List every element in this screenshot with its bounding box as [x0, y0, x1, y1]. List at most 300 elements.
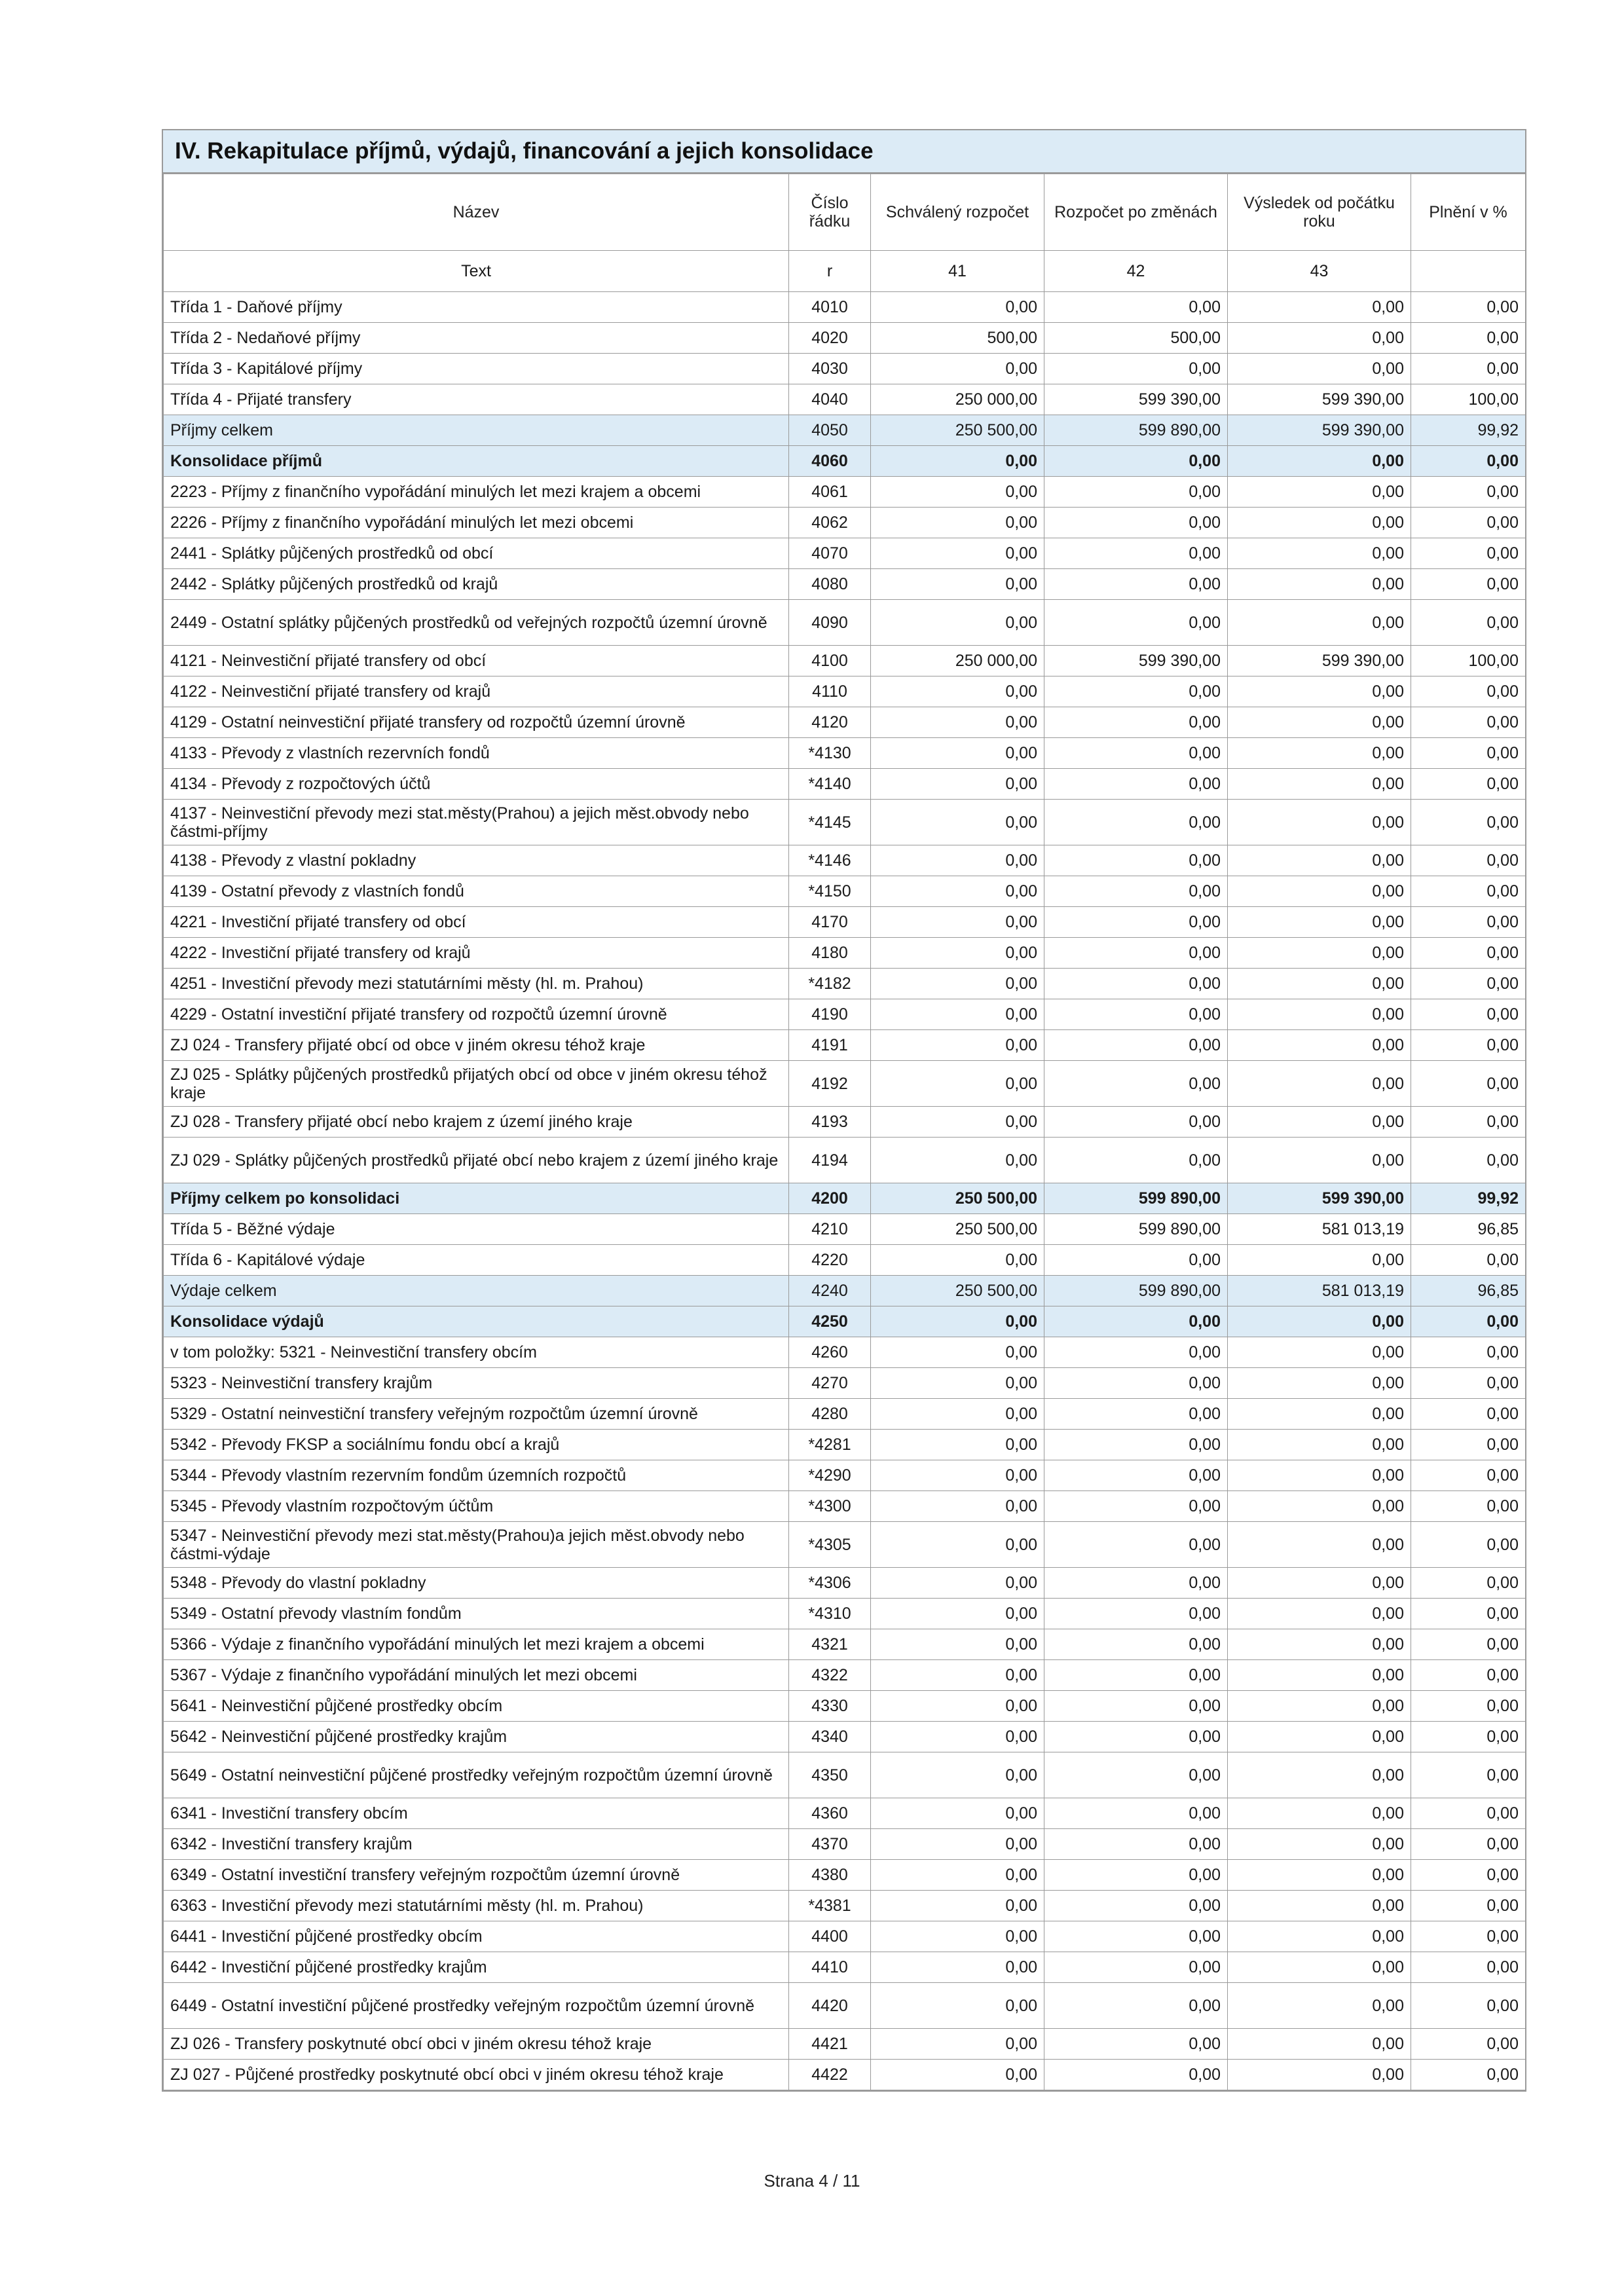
- row-po-zmenach: 599 390,00: [1044, 384, 1228, 415]
- row-plneni: 0,00: [1411, 1337, 1526, 1368]
- row-code: *4290: [789, 1460, 871, 1491]
- row-schvaleny: 0,00: [871, 600, 1044, 646]
- row-po-zmenach: 0,00: [1044, 876, 1228, 907]
- table-row: [164, 323, 1526, 354]
- header-rozpocet-po-zmenach: Rozpočet po změnách: [1044, 174, 1228, 251]
- row-vysledek: 0,00: [1228, 1952, 1411, 1983]
- row-po-zmenach: 0,00: [1044, 2029, 1228, 2060]
- index-plneni: [1411, 251, 1526, 292]
- row-vysledek: 0,00: [1228, 1798, 1411, 1829]
- row-po-zmenach: 599 890,00: [1044, 1183, 1228, 1214]
- row-code: 4220: [789, 1245, 871, 1276]
- row-po-zmenach: 0,00: [1044, 707, 1228, 738]
- table-row: [164, 769, 1526, 800]
- row-vysledek: 0,00: [1228, 1660, 1411, 1691]
- row-code: *4381: [789, 1891, 871, 1921]
- row-vysledek: 599 390,00: [1228, 1183, 1411, 1214]
- row-vysledek: 0,00: [1228, 1306, 1411, 1337]
- row-name: Příjmy celkem po konsolidaci: [164, 1183, 789, 1214]
- row-schvaleny: 0,00: [871, 1660, 1044, 1691]
- row-code: 4410: [789, 1952, 871, 1983]
- table-row: [164, 876, 1526, 907]
- row-schvaleny: 0,00: [871, 292, 1044, 323]
- row-plneni: 0,00: [1411, 508, 1526, 538]
- row-plneni: 0,00: [1411, 1522, 1526, 1568]
- row-name: 4129 - Ostatní neinvestiční přijaté transfery od rozpočtů územní úrovně: [164, 707, 789, 738]
- row-name: Třída 6 - Kapitálové výdaje: [164, 1245, 789, 1276]
- table-row: [164, 646, 1526, 676]
- row-schvaleny: 0,00: [871, 1568, 1044, 1599]
- row-name: 5366 - Výdaje z finančního vypořádání minulých let mezi krajem a obcemi: [164, 1629, 789, 1660]
- row-vysledek: 0,00: [1228, 1568, 1411, 1599]
- row-plneni: 0,00: [1411, 354, 1526, 384]
- row-schvaleny: 0,00: [871, 876, 1044, 907]
- row-po-zmenach: 0,00: [1044, 1399, 1228, 1430]
- row-vysledek: 0,00: [1228, 1061, 1411, 1107]
- row-plneni: 0,00: [1411, 600, 1526, 646]
- row-po-zmenach: 0,00: [1044, 1337, 1228, 1368]
- table-row: [164, 600, 1526, 646]
- row-po-zmenach: 0,00: [1044, 1891, 1228, 1921]
- row-schvaleny: 0,00: [871, 1891, 1044, 1921]
- row-schvaleny: 0,00: [871, 1952, 1044, 1983]
- row-code: 4322: [789, 1660, 871, 1691]
- recapitulation-sheet: [162, 129, 1526, 2092]
- row-schvaleny: 0,00: [871, 1798, 1044, 1829]
- row-plneni: 0,00: [1411, 1399, 1526, 1430]
- index-po-zmenach: 42: [1044, 251, 1228, 292]
- row-vysledek: 0,00: [1228, 1138, 1411, 1183]
- row-name: 4137 - Neinvestiční převody mezi stat.městy(Prahou) a jejich měst.obvody nebo částmi-příjmy: [164, 800, 789, 845]
- table-row: [164, 1952, 1526, 1983]
- table-row: [164, 2060, 1526, 2090]
- row-name: Výdaje celkem: [164, 1276, 789, 1306]
- row-name: 6342 - Investiční transfery krajům: [164, 1829, 789, 1860]
- row-vysledek: 0,00: [1228, 354, 1411, 384]
- row-po-zmenach: 0,00: [1044, 999, 1228, 1030]
- row-name: ZJ 026 - Transfery poskytnuté obcí obci v jiném okresu téhož kraje: [164, 2029, 789, 2060]
- row-vysledek: 0,00: [1228, 707, 1411, 738]
- table-row: [164, 1921, 1526, 1952]
- row-po-zmenach: 0,00: [1044, 1460, 1228, 1491]
- row-schvaleny: 0,00: [871, 1138, 1044, 1183]
- row-plneni: 0,00: [1411, 1752, 1526, 1798]
- row-po-zmenach: 0,00: [1044, 1061, 1228, 1107]
- row-code: *4130: [789, 738, 871, 769]
- row-code: 4030: [789, 354, 871, 384]
- row-name: Třída 2 - Nedaňové příjmy: [164, 323, 789, 354]
- row-plneni: 0,00: [1411, 876, 1526, 907]
- row-schvaleny: 0,00: [871, 1460, 1044, 1491]
- row-po-zmenach: 599 890,00: [1044, 1214, 1228, 1245]
- row-name: 4139 - Ostatní převody z vlastních fondů: [164, 876, 789, 907]
- table-row: [164, 1798, 1526, 1829]
- row-vysledek: 599 390,00: [1228, 646, 1411, 676]
- table-body: [164, 292, 1526, 2090]
- row-code: *4150: [789, 876, 871, 907]
- row-plneni: 0,00: [1411, 707, 1526, 738]
- row-plneni: 0,00: [1411, 1629, 1526, 1660]
- row-name: ZJ 024 - Transfery přijaté obcí od obce v jiném okresu téhož kraje: [164, 1030, 789, 1061]
- row-plneni: 0,00: [1411, 1722, 1526, 1752]
- row-vysledek: 0,00: [1228, 907, 1411, 938]
- table-row: [164, 969, 1526, 999]
- row-name: 4251 - Investiční převody mezi statutárními městy (hl. m. Prahou): [164, 969, 789, 999]
- row-code: 4010: [789, 292, 871, 323]
- row-po-zmenach: 0,00: [1044, 1752, 1228, 1798]
- row-vysledek: 0,00: [1228, 1829, 1411, 1860]
- row-po-zmenach: 0,00: [1044, 845, 1228, 876]
- row-vysledek: 0,00: [1228, 1399, 1411, 1430]
- section-title: IV. Rekapitulace příjmů, výdajů, financování a jejich konsolidace: [163, 130, 1525, 174]
- row-vysledek: 0,00: [1228, 876, 1411, 907]
- row-code: *4310: [789, 1599, 871, 1629]
- index-schvaleny: 41: [871, 251, 1044, 292]
- row-vysledek: 0,00: [1228, 1752, 1411, 1798]
- row-plneni: 0,00: [1411, 1138, 1526, 1183]
- row-po-zmenach: 0,00: [1044, 1599, 1228, 1629]
- table-row: [164, 845, 1526, 876]
- row-plneni: 0,00: [1411, 1691, 1526, 1722]
- row-code: *4140: [789, 769, 871, 800]
- row-plneni: 0,00: [1411, 1061, 1526, 1107]
- row-schvaleny: 0,00: [871, 1337, 1044, 1368]
- row-schvaleny: 0,00: [871, 446, 1044, 477]
- row-vysledek: 599 390,00: [1228, 415, 1411, 446]
- row-schvaleny: 0,00: [871, 738, 1044, 769]
- table-row: [164, 1460, 1526, 1491]
- table-row: [164, 415, 1526, 446]
- row-name: 5367 - Výdaje z finančního vypořádání minulých let mezi obcemi: [164, 1660, 789, 1691]
- row-vysledek: 0,00: [1228, 938, 1411, 969]
- table-row: [164, 1430, 1526, 1460]
- row-vysledek: 0,00: [1228, 1599, 1411, 1629]
- row-code: 4250: [789, 1306, 871, 1337]
- row-name: 4134 - Převody z rozpočtových účtů: [164, 769, 789, 800]
- index-nazev: Text: [164, 251, 789, 292]
- row-po-zmenach: 0,00: [1044, 1983, 1228, 2029]
- row-code: 4422: [789, 2060, 871, 2090]
- row-po-zmenach: 0,00: [1044, 1629, 1228, 1660]
- row-code: 4194: [789, 1138, 871, 1183]
- row-name: 4222 - Investiční přijaté transfery od krajů: [164, 938, 789, 969]
- row-code: 4421: [789, 2029, 871, 2060]
- row-code: 4062: [789, 508, 871, 538]
- row-vysledek: 581 013,19: [1228, 1276, 1411, 1306]
- row-schvaleny: 0,00: [871, 769, 1044, 800]
- row-po-zmenach: 0,00: [1044, 477, 1228, 508]
- row-code: 4321: [789, 1629, 871, 1660]
- row-schvaleny: 0,00: [871, 2029, 1044, 2060]
- table-row: [164, 1691, 1526, 1722]
- row-vysledek: 0,00: [1228, 538, 1411, 569]
- row-code: *4281: [789, 1430, 871, 1460]
- row-po-zmenach: 0,00: [1044, 907, 1228, 938]
- row-vysledek: 0,00: [1228, 1107, 1411, 1138]
- row-plneni: 0,00: [1411, 907, 1526, 938]
- row-name: 5642 - Neinvestiční půjčené prostředky krajům: [164, 1722, 789, 1752]
- row-plneni: 96,85: [1411, 1214, 1526, 1245]
- row-po-zmenach: 500,00: [1044, 323, 1228, 354]
- header-cislo-radku: Číslo řádku: [789, 174, 871, 251]
- table-row: [164, 1568, 1526, 1599]
- row-code: 4240: [789, 1276, 871, 1306]
- row-vysledek: 0,00: [1228, 676, 1411, 707]
- row-name: 6363 - Investiční převody mezi statutárními městy (hl. m. Prahou): [164, 1891, 789, 1921]
- row-schvaleny: 0,00: [871, 1061, 1044, 1107]
- row-vysledek: 0,00: [1228, 800, 1411, 845]
- row-schvaleny: 0,00: [871, 1306, 1044, 1337]
- row-code: 4260: [789, 1337, 871, 1368]
- row-name: 5641 - Neinvestiční půjčené prostředky obcím: [164, 1691, 789, 1722]
- row-plneni: 0,00: [1411, 2060, 1526, 2090]
- row-name: ZJ 029 - Splátky půjčených prostředků přijaté obcí nebo krajem z území jiného kraje: [164, 1138, 789, 1183]
- row-po-zmenach: 0,00: [1044, 1829, 1228, 1860]
- table-row: [164, 1860, 1526, 1891]
- row-po-zmenach: 0,00: [1044, 1491, 1228, 1522]
- row-po-zmenach: 0,00: [1044, 1306, 1228, 1337]
- row-schvaleny: 0,00: [871, 999, 1044, 1030]
- row-code: 4400: [789, 1921, 871, 1952]
- row-po-zmenach: 0,00: [1044, 676, 1228, 707]
- row-po-zmenach: 0,00: [1044, 1722, 1228, 1752]
- row-po-zmenach: 0,00: [1044, 1430, 1228, 1460]
- row-plneni: 0,00: [1411, 1829, 1526, 1860]
- row-plneni: 0,00: [1411, 1430, 1526, 1460]
- row-vysledek: 0,00: [1228, 600, 1411, 646]
- row-vysledek: 0,00: [1228, 1030, 1411, 1061]
- row-name: 6341 - Investiční transfery obcím: [164, 1798, 789, 1829]
- row-plneni: 0,00: [1411, 2029, 1526, 2060]
- row-po-zmenach: 0,00: [1044, 1107, 1228, 1138]
- row-name: Třída 5 - Běžné výdaje: [164, 1214, 789, 1245]
- row-vysledek: 0,00: [1228, 738, 1411, 769]
- table-row: [164, 1660, 1526, 1691]
- table-row: [164, 1629, 1526, 1660]
- row-name: 2226 - Příjmy z finančního vypořádání minulých let mezi obcemi: [164, 508, 789, 538]
- table-row: [164, 938, 1526, 969]
- row-schvaleny: 0,00: [871, 1752, 1044, 1798]
- row-name: 4121 - Neinvestiční přijaté transfery od obcí: [164, 646, 789, 676]
- row-vysledek: 0,00: [1228, 1430, 1411, 1460]
- table-row: [164, 538, 1526, 569]
- page-number: Strana 4 / 11: [764, 2171, 860, 2191]
- row-schvaleny: 0,00: [871, 1599, 1044, 1629]
- header-schvaleny-rozpocet: Schválený rozpočet: [871, 174, 1044, 251]
- row-plneni: 0,00: [1411, 1030, 1526, 1061]
- row-schvaleny: 250 500,00: [871, 1276, 1044, 1306]
- row-vysledek: 0,00: [1228, 999, 1411, 1030]
- row-name: Třída 4 - Přijaté transfery: [164, 384, 789, 415]
- table-row: [164, 1214, 1526, 1245]
- row-name: 4122 - Neinvestiční přijaté transfery od krajů: [164, 676, 789, 707]
- row-vysledek: 0,00: [1228, 508, 1411, 538]
- row-schvaleny: 0,00: [871, 1629, 1044, 1660]
- table-row: [164, 1368, 1526, 1399]
- row-code: 4090: [789, 600, 871, 646]
- row-name: Třída 3 - Kapitálové příjmy: [164, 354, 789, 384]
- row-code: 4070: [789, 538, 871, 569]
- row-po-zmenach: 0,00: [1044, 1568, 1228, 1599]
- table-row: [164, 800, 1526, 845]
- row-code: 4270: [789, 1368, 871, 1399]
- row-schvaleny: 250 500,00: [871, 415, 1044, 446]
- row-name: 5342 - Převody FKSP a sociálnímu fondu obcí a krajů: [164, 1430, 789, 1460]
- table-row: [164, 1061, 1526, 1107]
- row-plneni: 100,00: [1411, 384, 1526, 415]
- row-vysledek: 581 013,19: [1228, 1214, 1411, 1245]
- row-code: 4060: [789, 446, 871, 477]
- row-po-zmenach: 0,00: [1044, 1368, 1228, 1399]
- row-plneni: 0,00: [1411, 969, 1526, 999]
- row-code: 4210: [789, 1214, 871, 1245]
- row-po-zmenach: 0,00: [1044, 1522, 1228, 1568]
- table-row: [164, 569, 1526, 600]
- row-code: *4146: [789, 845, 871, 876]
- row-schvaleny: 0,00: [871, 845, 1044, 876]
- row-vysledek: 0,00: [1228, 446, 1411, 477]
- row-vysledek: 0,00: [1228, 477, 1411, 508]
- row-schvaleny: 0,00: [871, 1921, 1044, 1952]
- row-plneni: 0,00: [1411, 1568, 1526, 1599]
- row-vysledek: 0,00: [1228, 2029, 1411, 2060]
- row-po-zmenach: 0,00: [1044, 600, 1228, 646]
- row-schvaleny: 0,00: [871, 508, 1044, 538]
- table-row: [164, 354, 1526, 384]
- row-name: ZJ 025 - Splátky půjčených prostředků přijatých obcí od obce v jiném okresu téhož kraje: [164, 1061, 789, 1107]
- row-plneni: 0,00: [1411, 323, 1526, 354]
- row-schvaleny: 0,00: [871, 2060, 1044, 2090]
- row-plneni: 0,00: [1411, 538, 1526, 569]
- row-plneni: 0,00: [1411, 800, 1526, 845]
- row-code: 4193: [789, 1107, 871, 1138]
- table-row: [164, 1183, 1526, 1214]
- table-row: [164, 707, 1526, 738]
- row-code: 4120: [789, 707, 871, 738]
- row-code: 4330: [789, 1691, 871, 1722]
- row-name: 5344 - Převody vlastním rezervním fondům územních rozpočtů: [164, 1460, 789, 1491]
- row-name: 2449 - Ostatní splátky půjčených prostředků od veřejných rozpočtů územní úrovně: [164, 600, 789, 646]
- row-vysledek: 0,00: [1228, 1891, 1411, 1921]
- row-po-zmenach: 0,00: [1044, 2060, 1228, 2090]
- row-vysledek: 0,00: [1228, 769, 1411, 800]
- row-vysledek: 0,00: [1228, 845, 1411, 876]
- table-row: [164, 384, 1526, 415]
- row-schvaleny: 0,00: [871, 1722, 1044, 1752]
- row-schvaleny: 0,00: [871, 1399, 1044, 1430]
- row-name: 5329 - Ostatní neinvestiční transfery veřejným rozpočtům územní úrovně: [164, 1399, 789, 1430]
- header-nazev: Název: [164, 174, 789, 251]
- row-code: 4180: [789, 938, 871, 969]
- row-po-zmenach: 0,00: [1044, 569, 1228, 600]
- row-vysledek: 0,00: [1228, 1860, 1411, 1891]
- row-po-zmenach: 0,00: [1044, 538, 1228, 569]
- row-schvaleny: 0,00: [871, 477, 1044, 508]
- row-code: *4300: [789, 1491, 871, 1522]
- row-schvaleny: 0,00: [871, 1860, 1044, 1891]
- row-code: 4100: [789, 646, 871, 676]
- row-po-zmenach: 0,00: [1044, 292, 1228, 323]
- row-vysledek: 0,00: [1228, 569, 1411, 600]
- row-code: 4200: [789, 1183, 871, 1214]
- row-po-zmenach: 0,00: [1044, 446, 1228, 477]
- row-plneni: 0,00: [1411, 569, 1526, 600]
- row-vysledek: 0,00: [1228, 1337, 1411, 1368]
- row-code: 4040: [789, 384, 871, 415]
- row-schvaleny: 250 500,00: [871, 1214, 1044, 1245]
- row-name: 2441 - Splátky půjčených prostředků od obcí: [164, 538, 789, 569]
- row-po-zmenach: 0,00: [1044, 938, 1228, 969]
- row-name: 5348 - Převody do vlastní pokladny: [164, 1568, 789, 1599]
- table-row: [164, 1599, 1526, 1629]
- row-code: 4050: [789, 415, 871, 446]
- row-plneni: 0,00: [1411, 1891, 1526, 1921]
- row-code: *4182: [789, 969, 871, 999]
- row-schvaleny: 0,00: [871, 1030, 1044, 1061]
- row-name: 5323 - Neinvestiční transfery krajům: [164, 1368, 789, 1399]
- row-vysledek: 0,00: [1228, 1245, 1411, 1276]
- row-schvaleny: 0,00: [871, 1491, 1044, 1522]
- row-vysledek: 0,00: [1228, 323, 1411, 354]
- row-code: 4110: [789, 676, 871, 707]
- row-schvaleny: 0,00: [871, 1368, 1044, 1399]
- row-code: *4305: [789, 1522, 871, 1568]
- row-plneni: 0,00: [1411, 1798, 1526, 1829]
- table-row: [164, 999, 1526, 1030]
- row-plneni: 0,00: [1411, 769, 1526, 800]
- row-po-zmenach: 0,00: [1044, 738, 1228, 769]
- row-plneni: 0,00: [1411, 676, 1526, 707]
- row-name: 6441 - Investiční půjčené prostředky obcím: [164, 1921, 789, 1952]
- row-schvaleny: 0,00: [871, 1522, 1044, 1568]
- row-plneni: 0,00: [1411, 1599, 1526, 1629]
- row-po-zmenach: 0,00: [1044, 508, 1228, 538]
- row-schvaleny: 0,00: [871, 1829, 1044, 1860]
- column-index-row: [164, 251, 1526, 292]
- row-po-zmenach: 0,00: [1044, 800, 1228, 845]
- row-plneni: 0,00: [1411, 1245, 1526, 1276]
- row-vysledek: 0,00: [1228, 1983, 1411, 2029]
- row-plneni: 0,00: [1411, 1460, 1526, 1491]
- row-plneni: 0,00: [1411, 1306, 1526, 1337]
- header-vysledek: Výsledek od počátku roku: [1228, 174, 1411, 251]
- row-po-zmenach: 0,00: [1044, 1245, 1228, 1276]
- row-plneni: 0,00: [1411, 1107, 1526, 1138]
- table-row: [164, 1491, 1526, 1522]
- row-vysledek: 0,00: [1228, 1691, 1411, 1722]
- row-plneni: 0,00: [1411, 845, 1526, 876]
- row-po-zmenach: 599 890,00: [1044, 1276, 1228, 1306]
- row-code: 4360: [789, 1798, 871, 1829]
- table-row: [164, 292, 1526, 323]
- row-name: ZJ 027 - Půjčené prostředky poskytnuté obcí obci v jiném okresu téhož kraje: [164, 2060, 789, 2090]
- table-row: [164, 1276, 1526, 1306]
- row-plneni: 0,00: [1411, 1860, 1526, 1891]
- row-code: 4190: [789, 999, 871, 1030]
- header-plneni: Plnění v %: [1411, 174, 1526, 251]
- row-plneni: 0,00: [1411, 1983, 1526, 2029]
- row-schvaleny: 0,00: [871, 354, 1044, 384]
- row-schvaleny: 0,00: [871, 569, 1044, 600]
- row-code: 4170: [789, 907, 871, 938]
- row-schvaleny: 0,00: [871, 938, 1044, 969]
- row-code: 4380: [789, 1860, 871, 1891]
- row-plneni: 99,92: [1411, 1183, 1526, 1214]
- index-cislo: r: [789, 251, 871, 292]
- recapitulation-table: [163, 174, 1526, 2090]
- table-row: [164, 1030, 1526, 1061]
- row-vysledek: 0,00: [1228, 1368, 1411, 1399]
